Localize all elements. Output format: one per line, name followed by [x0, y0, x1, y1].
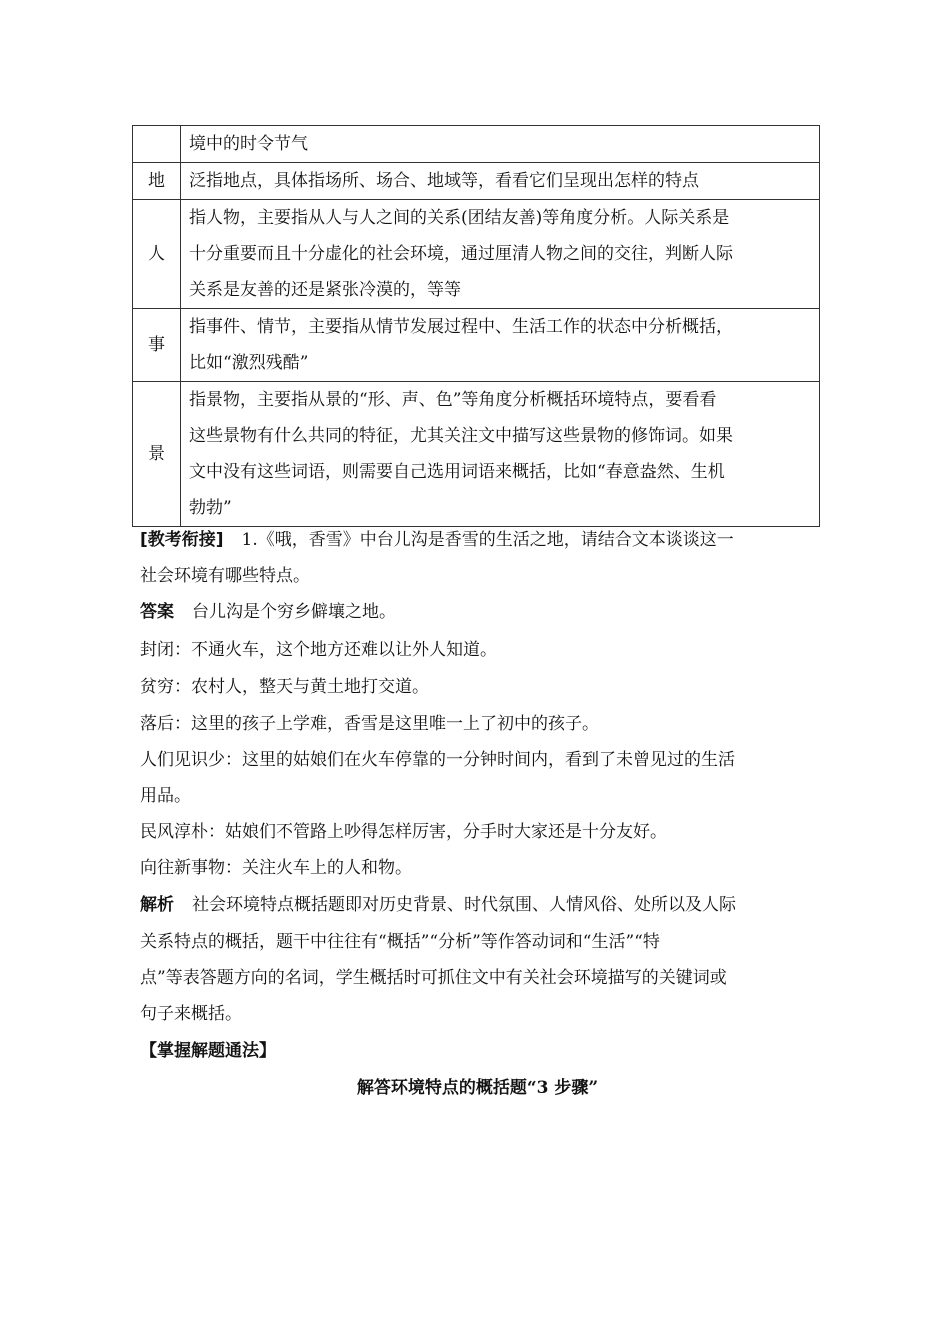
answer-point: 民风淳朴：姑娘们不管路上吵得怎样厉害，分手时大家还是十分友好。: [140, 822, 667, 842]
answer-point: 人们见识少：这里的姑娘们在火车停靠的一分钟时间内，看到了未曾见过的生活: [140, 750, 735, 770]
cell-line: 指景物，主要指从景的“形、声、色”等角度分析概括环境特点，要看看: [189, 390, 717, 410]
table-key-cell: 人: [133, 200, 181, 309]
answer-point: 用品。: [140, 786, 191, 806]
table-key-cell: 地: [133, 163, 181, 200]
method-heading: 【掌握解题通法】: [140, 1041, 276, 1061]
table-value-cell: [181, 309, 820, 382]
question-tag: [教考衔接]: [140, 530, 224, 550]
table-row: [133, 309, 820, 382]
cell-line: 这些景物有什么共同的特征，尤其关注文中描写这些景物的修饰词。如果: [189, 426, 733, 446]
cell-line: 泛指地点，具体指场所、场合、地域等，看看它们呈现出怎样的特点: [189, 171, 699, 191]
cell-line: 文中没有这些词语，则需要自己选用词语来概括，比如“春意盎然、生机: [189, 462, 725, 482]
cell-line: 比如“激烈残酷”: [189, 353, 309, 373]
table-row: [133, 163, 820, 200]
cell-line: 勃勃”: [189, 498, 232, 518]
table-row: [133, 200, 820, 309]
section-title: 解答环境特点的概括题“3 步骤”: [356, 1078, 599, 1098]
table-value-cell: [181, 200, 820, 309]
analysis-label: 解析: [140, 895, 174, 915]
question-line: [140, 522, 815, 558]
analysis-line: [140, 887, 815, 923]
analysis-text: 社会环境特点概括题即对历史背景、时代氛围、人情风俗、处所以及人际: [192, 895, 736, 915]
cell-line: 关系是友善的还是紧张冷漠的，等等: [189, 280, 461, 300]
cell-line: 境中的时令节气: [189, 134, 308, 154]
table-key-cell: 景: [133, 382, 181, 527]
answer-text: 台儿沟是个穷乡僻壤之地。: [192, 602, 396, 622]
question-text: 1.《哦，香雪》中台儿沟是香雪的生活之地，请结合文本谈谈这一: [241, 530, 734, 550]
table-key-cell: 事: [133, 309, 181, 382]
answer-point: 向往新事物：关注火车上的人和物。: [140, 858, 412, 878]
answer-point: 封闭：不通火车，这个地方还难以让外人知道。: [140, 640, 497, 660]
analysis-line: 点”等表答题方向的名词，学生概括时可抓住文中有关社会环境描写的关键词或: [140, 968, 727, 988]
answer-point: 落后：这里的孩子上学难，香雪是这里唯一上了初中的孩子。: [140, 714, 599, 734]
environment-table: [132, 125, 820, 527]
table-value-cell: [181, 382, 820, 527]
answer-line: [140, 594, 815, 630]
cell-line: 指人物，主要指从人与人之间的关系(团结友善)等角度分析。人际关系是: [189, 208, 730, 228]
answer-point: 贫穷：农村人，整天与黄土地打交道。: [140, 677, 429, 697]
cell-line: 十分重要而且十分虚化的社会环境，通过厘清人物之间的交往，判断人际: [189, 244, 733, 264]
analysis-line: 关系特点的概括，题干中往往有“概括”“分析”等作答动词和“生活”“特: [140, 932, 660, 952]
answer-label: 答案: [140, 602, 174, 622]
analysis-line: 句子来概括。: [140, 1004, 242, 1024]
table-row: [133, 382, 820, 527]
table-value-cell: [181, 126, 820, 163]
table-key-cell: [133, 126, 181, 163]
question-line: 社会环境有哪些特点。: [140, 566, 310, 586]
cell-line: 指事件、情节，主要指从情节发展过程中、生活工作的状态中分析概括，: [189, 317, 733, 337]
table-value-cell: [181, 163, 820, 200]
table-row: [133, 126, 820, 163]
